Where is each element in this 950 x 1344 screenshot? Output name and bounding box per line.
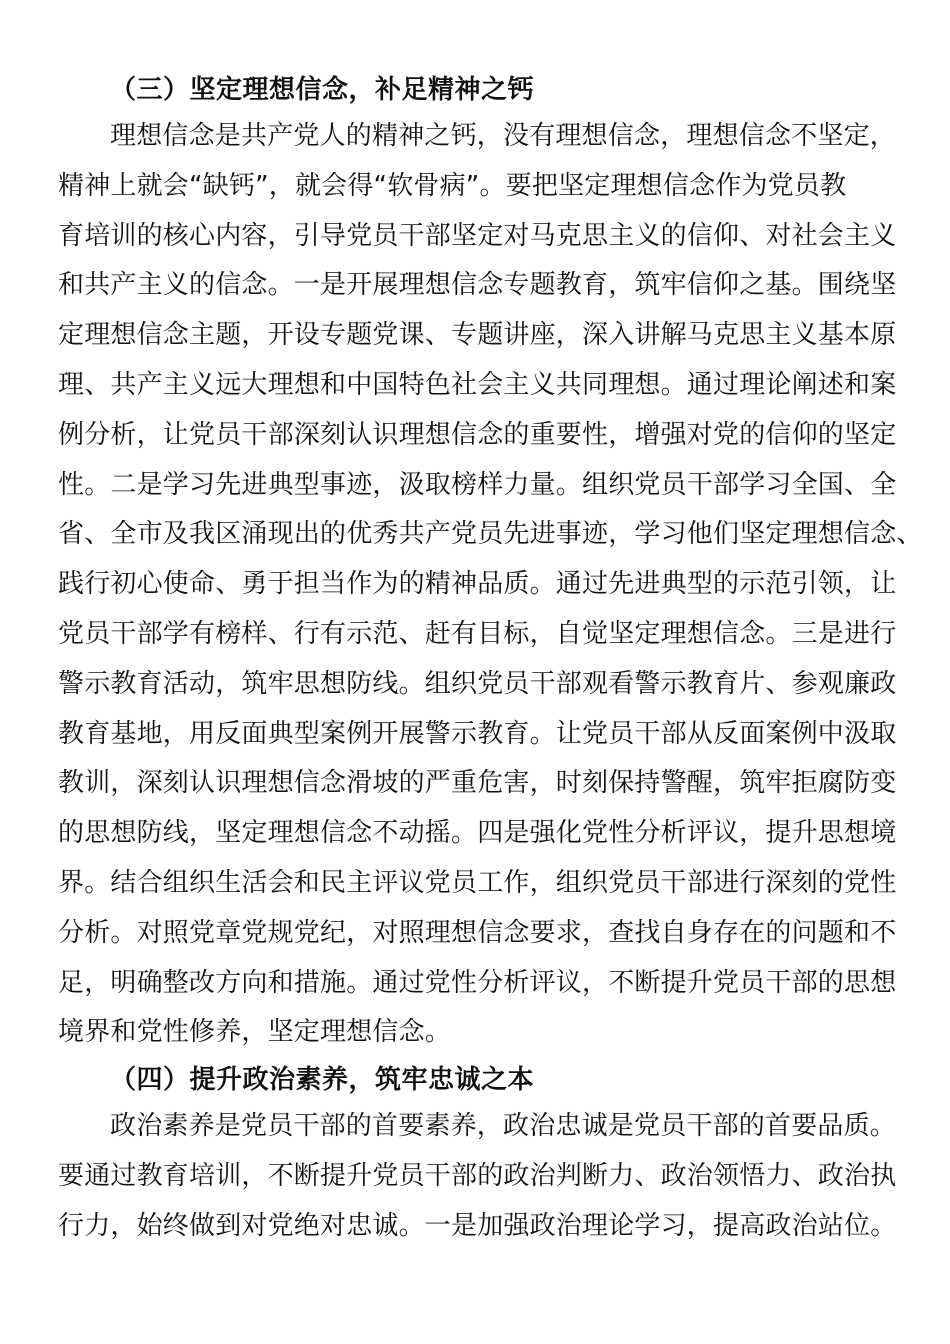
section-3-paragraph <box>58 112 923 1058</box>
paragraph-line: 定理想信念主题，开设专题党课、专题讲座，深入讲解马克思主义基本原 <box>58 320 897 351</box>
paragraph-line: 精神上就会“缺钙”，就会得“软骨病”。要把坚定理想信念作为党员教 <box>58 170 847 201</box>
paragraph-line: 境界和党性修养，坚定理想信念。 <box>58 1017 452 1048</box>
paragraph-line: 教育基地，用反面典型案例开展警示教育。让党员干部从反面案例中汲取 <box>58 718 897 749</box>
paragraph-line: 政治素养是党员干部的首要素养，政治忠诚是党员干部的首要品质。 <box>110 1111 897 1142</box>
paragraph-line: 要通过教育培训，不断提升党员干部的政治判断力、政治领悟力、政治执 <box>58 1160 897 1191</box>
paragraph-line: 教训，深刻认识理想信念滑坡的严重危害，时刻保持警醒，筑牢拒腐防变 <box>58 768 897 799</box>
paragraph-line: 党员干部学有榜样、行有示范、赶有目标，自觉坚定理想信念。三是进行 <box>58 618 897 649</box>
paragraph-line: 理、共产主义远大理想和中国特色社会主义共同理想。通过理论阐述和案 <box>58 369 897 400</box>
paragraph-line: 理想信念是共产党人的精神之钙，没有理想信念，理想信念不坚定， <box>110 121 897 151</box>
paragraph-line: 界。结合组织生活会和民主评议党员工作，组织党员干部进行深刻的党性 <box>58 867 897 898</box>
paragraph-line: 践行初心使命、勇于担当作为的精神品质。通过先进典型的示范引领，让 <box>58 569 897 600</box>
paragraph-line: 例分析，让党员干部深刻认识理想信念的重要性，增强对党的信仰的坚定 <box>58 419 897 450</box>
paragraph-line: 育培训的核心内容，引导党员干部坚定对马克思主义的信仰、对社会主义 <box>58 220 897 251</box>
paragraph-line: 的思想防线，坚定理想信念不动摇。四是强化党性分析评议，提升思想境 <box>58 818 897 849</box>
paragraph-line: 性。二是学习先进典型事迹，汲取榜样力量。组织党员干部学习全国、全 <box>58 469 897 500</box>
section-4-paragraph <box>58 1102 897 1251</box>
paragraph-line: 分析。对照党章党规党纪，对照理想信念要求，查找自身存在的问题和不 <box>58 917 897 948</box>
paragraph-line: 省、全市及我区涌现出的优秀共产党员先进事迹，学习他们坚定理想信念、 <box>58 519 923 550</box>
paragraph-line: 行力，始终做到对党绝对忠诚。一是加强政治理论学习，提高政治站位。 <box>58 1210 897 1241</box>
document-page <box>58 68 923 1252</box>
paragraph-line: 警示教育活动，筑牢思想防线。组织党员干部观看警示教育片、参观廉政 <box>58 668 897 699</box>
section-4-heading: （四）提升政治素养，筑牢忠诚之本 <box>110 1065 535 1096</box>
paragraph-line: 和共产主义的信念。一是开展理想信念专题教育，筑牢信仰之基。围绕坚 <box>58 270 897 301</box>
paragraph-line: 足，明确整改方向和措施。通过党性分析评议，不断提升党员干部的思想 <box>58 967 897 998</box>
section-3-heading: （三）坚定理想信念，补足精神之钙 <box>110 75 535 105</box>
